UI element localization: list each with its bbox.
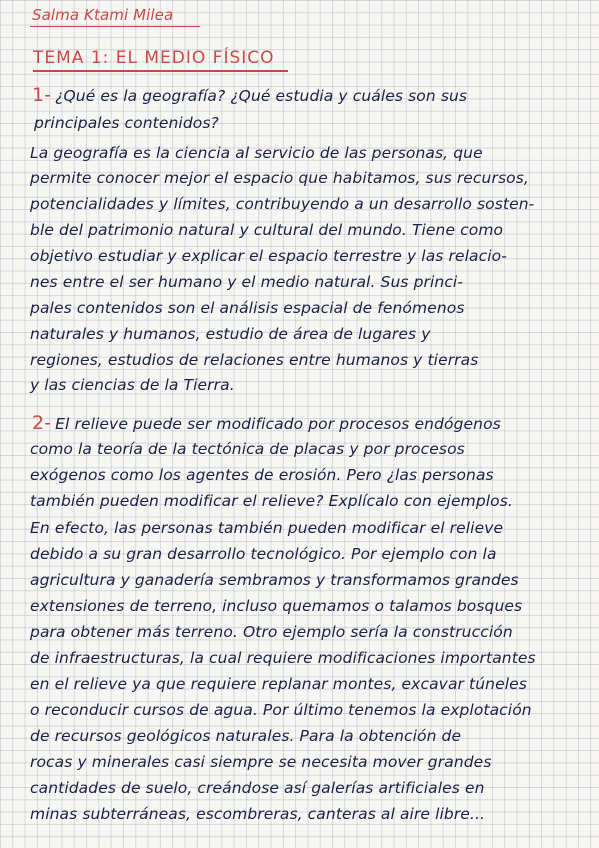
title-underline (33, 70, 288, 72)
answer-2-line: de recursos geológicos naturales. Para la obtención de (30, 727, 462, 745)
answer-2-line: en el relieve ya que requiere replanar montes, excavar túneles (30, 675, 527, 693)
answer-2-line: debido a su gran desarrollo tecnológico. Por ejemplo con la (30, 545, 497, 563)
question-1-line: principales contenidos? (34, 114, 219, 132)
answer-1-line: objetivo estudiar y explicar el espacio terrestre y las relacio- (30, 247, 507, 265)
answer-1-line: regiones, estudios de relaciones entre humanos y tierras (30, 351, 479, 369)
answer-2-line: rocas y minerales casi siempre se necesita mover grandes (30, 753, 492, 771)
answer-1-line: permite conocer mejor el espacio que habitamos, sus recursos, (30, 169, 529, 187)
question-2-number: 2- (32, 412, 52, 434)
answer-1-line: y las ciencias de la Tierra. (30, 376, 235, 394)
answer-1-line: ble del patrimonio natural y cultural del mundo. Tiene como (30, 221, 504, 239)
answer-1-line: naturales y humanos, estudio de área de lugares y (30, 325, 431, 343)
answer-2-line: para obtener más terreno. Otro ejemplo sería la construcción (30, 623, 513, 641)
question-2-line: como la teoría de la tectónica de placas y por procesos (30, 440, 465, 458)
answer-1-line: potencialidades y límites, contribuyendo a un desarrollo sosten- (30, 195, 535, 213)
question-1-text: ¿Qué es la geografía? ¿Qué estudia y cuáles son sus (55, 87, 468, 105)
question-1-line (32, 84, 467, 106)
answer-2-line: En efecto, las personas también pueden modificar el relieve (30, 519, 504, 537)
answer-2-line: cantidades de suelo, creándose así galerías artificiales en (30, 779, 485, 797)
author-name: Salma Ktami Milea (32, 6, 174, 24)
answer-2-line: de infraestructuras, la cual requiere modificaciones importantes (30, 649, 536, 667)
answer-2-line: minas subterráneas, escombreras, canteras al aire libre... (30, 805, 486, 823)
question-2-text: El relieve puede ser modificado por procesos endógenos (55, 415, 501, 433)
answer-2-line: extensiones de terreno, incluso quemamos o talamos bosques (30, 597, 523, 615)
author-underline (30, 26, 200, 27)
answer-2-line: o reconducir cursos de agua. Por último tenemos la explotación (30, 701, 532, 719)
answer-1-line: nes entre el ser humano y el medio natural. Sus princi- (30, 273, 464, 291)
question-2-line: exógenos como los agentes de erosión. Pero ¿las personas (30, 466, 494, 484)
question-1-number: 1- (32, 84, 52, 106)
question-2-line (32, 412, 501, 434)
answer-1-line: La geografía es la ciencia al servicio de las personas, que (30, 144, 483, 162)
answer-2-line: agricultura y ganadería sembramos y transformamos grandes (30, 571, 519, 589)
page-title: TEMA 1: EL MEDIO FÍSICO (33, 48, 275, 68)
answer-1-line: pales contenidos son el análisis espacial de fenómenos (30, 299, 465, 317)
question-2-line: también pueden modificar el relieve? Explícalo con ejemplos. (30, 492, 513, 510)
